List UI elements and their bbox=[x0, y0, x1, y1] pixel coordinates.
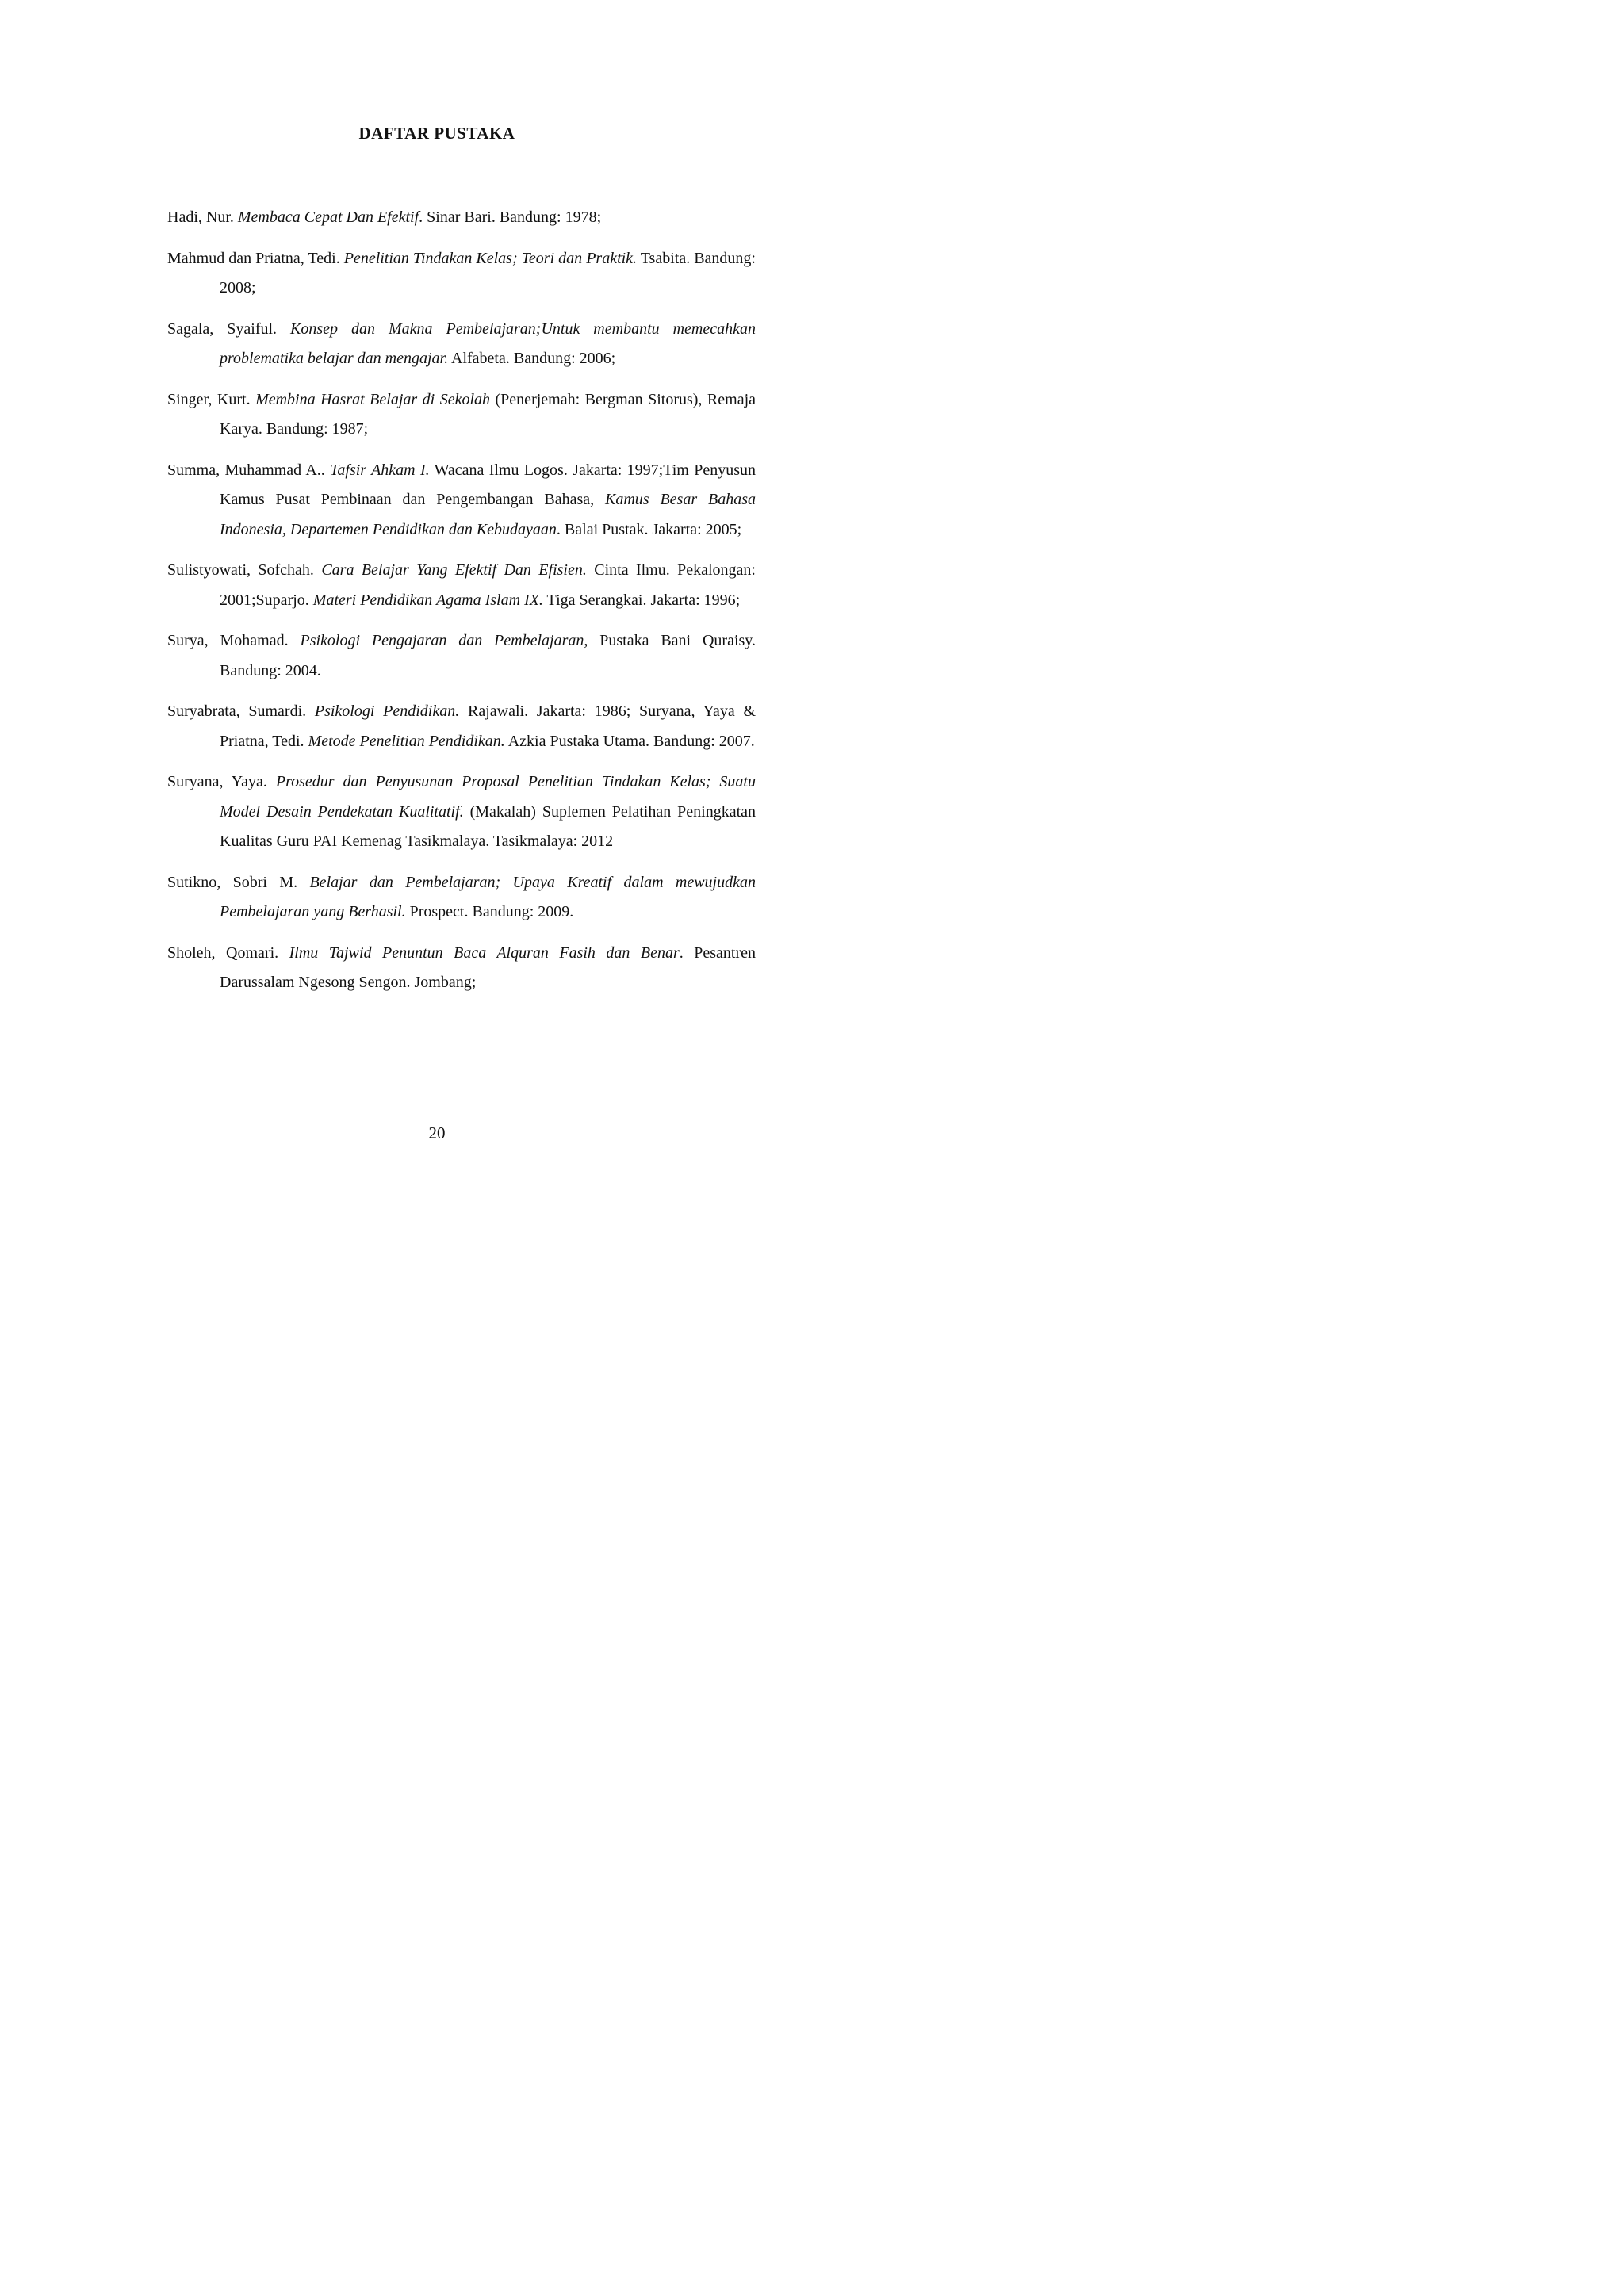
page-number: 20 bbox=[428, 1123, 446, 1142]
reference-entry bbox=[167, 456, 756, 545]
reference-author: Sulistyowati, Sofchah. bbox=[167, 561, 322, 579]
reference-publication: . Balai Pustak. Jakarta: 2005; bbox=[556, 520, 742, 538]
reference-work-title: Membaca Cepat Dan Efektif bbox=[237, 209, 419, 226]
reference-entry bbox=[167, 244, 756, 304]
reference-entry bbox=[167, 939, 756, 998]
reference-publication: (Makalah) Suplemen Pelatihan Peningkatan Kualitas Guru PAI Kemenag Tasikmalaya. Tasikmalaya: 2012 bbox=[220, 802, 756, 850]
reference-entry bbox=[167, 697, 756, 756]
reference-author: Mahmud dan Priatna, Tedi. bbox=[167, 249, 344, 267]
reference-work-title: Penelitian Tindakan Kelas; Teori dan Praktik. bbox=[343, 249, 638, 267]
page-title: DAFTAR PUSTAKA bbox=[358, 124, 515, 143]
document-page bbox=[0, 0, 874, 1237]
reference-author: Sagala, Syaiful. bbox=[167, 320, 291, 338]
reference-publication: (Penerjemah: Bergman Sitorus), Remaja Karya. Bandung: 1987; bbox=[220, 390, 756, 438]
reference-entry bbox=[167, 767, 756, 857]
reference-publication: Wacana Ilmu Logos. Jakarta: 1997;Tim Penyusun Kamus Pusat Pembinaan dan Pengembangan Bahasa, bbox=[220, 461, 756, 508]
reference-work-title: Belajar dan Pembelajaran; Upaya Kreatif dalam mewujudkan Pembelajaran yang Berhasil. bbox=[220, 873, 756, 920]
reference-publication: Azkia Pustaka Utama. Bandung: 2007. bbox=[504, 732, 755, 750]
reference-entry bbox=[167, 315, 756, 374]
reference-publication: . Pesantren Darussalam Ngesong Sengon. Jombang; bbox=[220, 943, 756, 991]
reference-entry bbox=[167, 626, 756, 686]
reference-publication: Prospect. Bandung: 2009. bbox=[405, 903, 574, 920]
reference-author: Hadi, Nur. bbox=[167, 209, 238, 226]
reference-work-title: Psikologi Pengajaran dan Pembelajaran, bbox=[300, 632, 588, 649]
reference-publication: Pustaka Bani Quraisy. Bandung: 2004. bbox=[220, 632, 756, 679]
reference-author: Suryana, Yaya. bbox=[167, 773, 276, 790]
reference-author: Surya, Mohamad. bbox=[167, 632, 301, 649]
reference-author: Sutikno, Sobri M. bbox=[167, 873, 310, 891]
reference-entry bbox=[167, 868, 756, 928]
reference-work-title: Kamus Besar Bahasa Indonesia, Departemen Pendidikan dan Kebudayaan bbox=[220, 491, 756, 538]
reference-author: Sholeh, Qomari. bbox=[167, 943, 289, 962]
reference-publication: Tsabita. Bandung: 2008; bbox=[220, 249, 756, 297]
reference-work-title: Cara Belajar Yang Efektif Dan Efisien. bbox=[321, 561, 587, 579]
reference-publication: Rajawali. Jakarta: 1986; Suryana, Yaya & Priatna, Tedi. bbox=[220, 702, 756, 750]
reference-work-title: Tafsir Ahkam I. bbox=[330, 461, 430, 479]
reference-work-title: Ilmu Tajwid Penuntun Baca Alquran Fasih dan Benar bbox=[289, 943, 680, 962]
reference-author: Singer, Kurt. bbox=[167, 390, 256, 408]
reference-work-title: Prosedur dan Penyusunan Proposal Penelitian Tindakan Kelas; Suatu Model Desain Pendekatan Kualitatif. bbox=[220, 773, 756, 821]
reference-publication: Cinta Ilmu. Pekalongan: 2001;Suparjo. bbox=[220, 561, 756, 609]
reference-entry bbox=[167, 385, 756, 445]
reference-list bbox=[167, 203, 756, 1009]
reference-entry bbox=[167, 556, 756, 615]
reference-work-title: Metode Penelitian Pendidikan. bbox=[308, 732, 505, 750]
reference-work-title: Konsep dan Makna Pembelajaran;Untuk membantu memecahkan problematika belajar dan mengajar. bbox=[220, 320, 756, 367]
reference-work-title: Materi Pendidikan Agama Islam IX. bbox=[312, 591, 543, 609]
reference-author: Suryabrata, Sumardi. bbox=[167, 702, 315, 720]
reference-publication: Tiga Serangkai. Jakarta: 1996; bbox=[542, 591, 741, 609]
reference-author: Summa, Muhammad A.. bbox=[167, 461, 331, 479]
reference-work-title: Psikologi Pendidikan. bbox=[314, 702, 460, 720]
reference-work-title: Membina Hasrat Belajar di Sekolah bbox=[255, 390, 491, 408]
reference-entry bbox=[167, 203, 756, 233]
reference-publication: Alfabeta. Bandung: 2006; bbox=[448, 350, 616, 367]
reference-publication: . Sinar Bari. Bandung: 1978; bbox=[419, 209, 602, 226]
